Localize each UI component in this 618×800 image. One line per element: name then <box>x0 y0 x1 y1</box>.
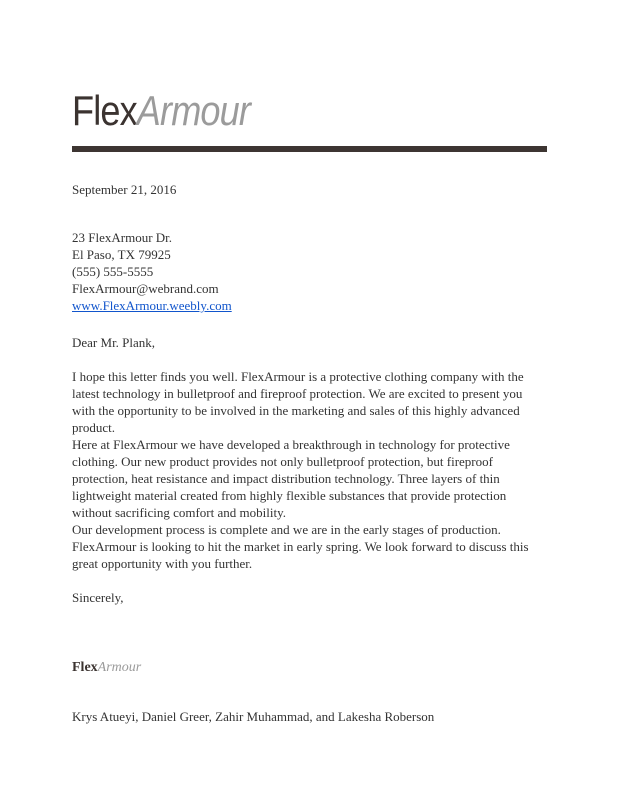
body-paragraph-2: Here at FlexArmour we have developed a breakthrough in technology for protective clothing. Our new product provides not only bulletproof protection, but fireproof protection, heat resistance and impact distribution technology. Three layers of thin lightweight material created from highly flexible substances that provide protection without sacrificing comfort and mobility. <box>72 437 510 520</box>
closing: Sincerely, <box>72 590 124 605</box>
address-email: FlexArmour@webrand.com <box>72 281 219 296</box>
signature-logo <box>72 659 141 677</box>
header-divider <box>72 146 547 152</box>
body-paragraph-1: I hope this letter finds you well. FlexArmour is a protective clothing company with the latest technology in bulletproof and fireproof protection. We are excited to present you with the opportunity to be involved in the marketing and sales of this highly advanced product. <box>72 369 524 435</box>
letter-date: September 21, 2016 <box>72 182 177 197</box>
sender-address <box>72 229 548 314</box>
logo-armour-text: Armour <box>136 87 251 134</box>
signature-armour-text: Armour <box>97 660 142 675</box>
address-city: El Paso, TX 79925 <box>72 247 171 262</box>
address-phone: (555) 555-5555 <box>72 264 154 279</box>
brand-logo <box>72 88 250 134</box>
signature-flex-text: Flex <box>72 660 98 675</box>
author-names: Krys Atueyi, Daniel Greer, Zahir Muhammad, and Lakesha Roberson <box>72 709 435 724</box>
body-paragraph-3: Our development process is complete and we are in the early stages of production. FlexArmour is looking to hit the market in early spring. We look forward to discuss this great opportunity with you further. <box>72 522 529 571</box>
address-street: 23 FlexArmour Dr. <box>72 230 173 245</box>
logo-flex-text: Flex <box>72 87 137 134</box>
salutation: Dear Mr. Plank, <box>72 335 156 350</box>
website-link[interactable]: www.FlexArmour.weebly.com <box>72 298 232 313</box>
